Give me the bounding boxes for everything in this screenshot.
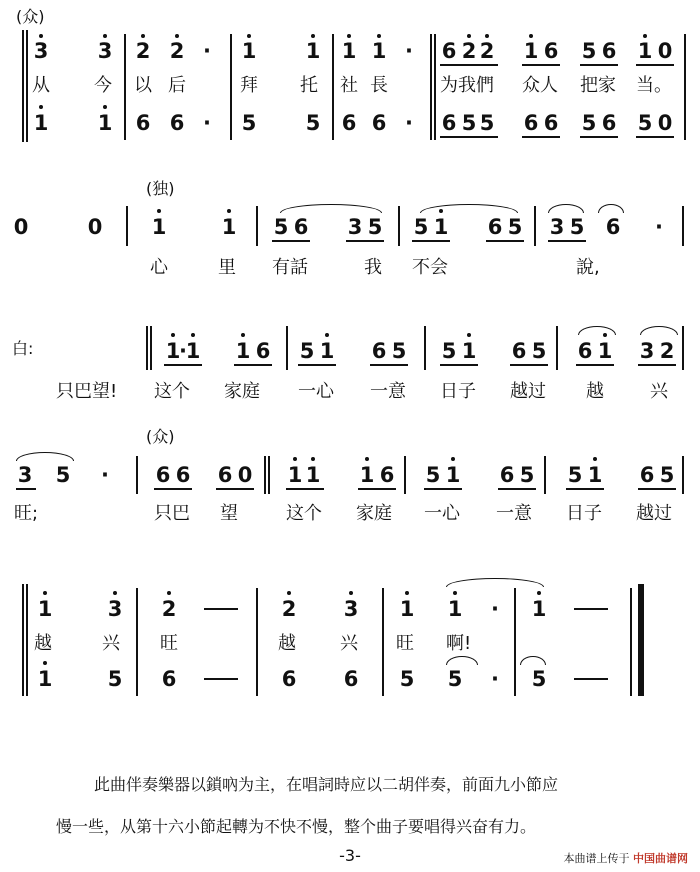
- note: 6: [175, 463, 191, 487]
- note: 6: [441, 39, 457, 63]
- watermark-prefix: 本曲谱上传于: [563, 852, 630, 865]
- octave-dot: [467, 333, 471, 337]
- system-bar: [22, 30, 24, 142]
- barline: [256, 206, 258, 246]
- note: 2: [281, 597, 297, 621]
- note: 6: [601, 111, 617, 135]
- octave-dot: [311, 457, 315, 461]
- note: 3: [97, 39, 113, 63]
- slur: [578, 326, 616, 335]
- lyric: 旺: [160, 633, 178, 654]
- octave-dot: [453, 591, 457, 595]
- note: 1: [165, 339, 181, 363]
- note: 6: [601, 39, 617, 63]
- underline: [154, 488, 192, 490]
- note: 0: [657, 111, 673, 135]
- note: 1: [37, 597, 53, 621]
- note: 6: [371, 111, 387, 135]
- note: 6: [217, 463, 233, 487]
- lyric: 家庭: [356, 503, 392, 524]
- lyric: 長: [370, 75, 388, 96]
- note: 6: [255, 339, 271, 363]
- note: 1: [235, 339, 251, 363]
- extension-dash: [204, 608, 238, 610]
- note: 1: [37, 667, 53, 691]
- slur: [420, 204, 518, 213]
- octave-dot: [325, 333, 329, 337]
- footnote-line-2: 慢一些，从第十六小節起轉为不快不慢，整个曲子要唱得兴奋有力。: [56, 817, 537, 836]
- lyric: 只巴: [154, 503, 190, 524]
- slur: [520, 656, 546, 665]
- note: 5: [107, 667, 123, 691]
- note: 5: [461, 111, 477, 135]
- note: 1: [341, 39, 357, 63]
- underline: [638, 364, 676, 366]
- octave-dot: [241, 333, 245, 337]
- barline: [230, 34, 232, 140]
- underline: [580, 136, 618, 138]
- octave-dot: [175, 34, 179, 38]
- spoken-label: 白:: [12, 339, 34, 358]
- underline: [16, 488, 36, 490]
- underline: [164, 364, 202, 366]
- barline: [264, 456, 266, 494]
- lyric: 今: [94, 75, 112, 96]
- lyric: 拜: [240, 75, 258, 96]
- underline: [636, 136, 674, 138]
- note: 6: [371, 339, 387, 363]
- lyric: 越过: [510, 381, 546, 402]
- barline: [682, 326, 684, 370]
- octave-dot: [405, 591, 409, 595]
- note: 5: [299, 339, 315, 363]
- barline: [382, 588, 384, 696]
- note: 1: [97, 111, 113, 135]
- lyric: 有話: [272, 257, 308, 278]
- octave-dot: [191, 333, 195, 337]
- note: 1: [241, 39, 257, 63]
- lyric: 把家: [580, 75, 616, 96]
- slur: [640, 326, 678, 335]
- note: 5: [569, 215, 585, 239]
- note: 1: [305, 39, 321, 63]
- note: 5: [531, 667, 547, 691]
- octave-dot: [167, 591, 171, 595]
- underline: [298, 364, 336, 366]
- barline: [398, 206, 400, 246]
- lyric: 日子: [566, 503, 602, 524]
- solo-label: (独): [146, 179, 175, 198]
- lyric: 这个: [286, 503, 322, 524]
- slur: [446, 656, 478, 665]
- note: 1: [637, 39, 653, 63]
- watermark: [564, 850, 689, 866]
- note: 6: [487, 215, 503, 239]
- underline: [440, 64, 498, 66]
- underline: [358, 488, 396, 490]
- note: 3: [343, 597, 359, 621]
- barline: [404, 456, 406, 494]
- lyric: 越: [34, 633, 52, 654]
- augmentation-dot: ·: [203, 39, 211, 63]
- note: 1: [445, 463, 461, 487]
- note: 5: [479, 111, 495, 135]
- barline: [146, 326, 148, 370]
- octave-dot: [247, 34, 251, 38]
- octave-dot: [103, 105, 107, 109]
- augmentation-dot: ·: [101, 463, 109, 487]
- note: 6: [511, 339, 527, 363]
- barline: [630, 588, 632, 696]
- barline: [430, 34, 432, 140]
- note: 1: [371, 39, 387, 63]
- underline: [346, 240, 384, 242]
- watermark-site: 中国曲谱网: [633, 852, 688, 865]
- note: 2: [479, 39, 495, 63]
- note: 5: [367, 215, 383, 239]
- note: 1: [433, 215, 449, 239]
- note: 6: [605, 215, 621, 239]
- barline: [682, 206, 684, 246]
- barline: [256, 588, 258, 696]
- lyric: 社: [340, 75, 358, 96]
- note: 2: [169, 39, 185, 63]
- octave-dot: [603, 333, 607, 337]
- note: 1: [399, 597, 415, 621]
- note: 1: [447, 597, 463, 621]
- underline: [498, 488, 536, 490]
- octave-dot: [643, 34, 647, 38]
- note: 2: [135, 39, 151, 63]
- barline: [136, 588, 138, 696]
- octave-dot: [43, 591, 47, 595]
- barline: [126, 206, 128, 246]
- note: 5: [659, 463, 675, 487]
- underline: [636, 64, 674, 66]
- lyric: 不会: [412, 257, 448, 278]
- octave-dot: [593, 457, 597, 461]
- lyric: 望: [220, 503, 238, 524]
- slur: [598, 204, 624, 213]
- lyric: 說,: [576, 257, 600, 278]
- note: 1: [319, 339, 335, 363]
- system-bar: [22, 584, 24, 696]
- note: 1: [151, 215, 167, 239]
- barline: [286, 326, 288, 370]
- octave-dot: [227, 209, 231, 213]
- octave-dot: [377, 34, 381, 38]
- octave-dot: [467, 34, 471, 38]
- lyric: 日子: [440, 381, 476, 402]
- barline: [136, 456, 138, 494]
- lyric: 我: [364, 257, 382, 278]
- barline: [124, 34, 126, 140]
- lyric: 以: [134, 75, 152, 96]
- note: 6: [161, 667, 177, 691]
- underline: [638, 488, 676, 490]
- barline: [534, 206, 536, 246]
- barline: [332, 34, 334, 140]
- note: 5: [391, 339, 407, 363]
- note: 6: [543, 39, 559, 63]
- system-bar: [26, 30, 28, 142]
- barline: [268, 456, 270, 494]
- final-barline: [638, 584, 644, 696]
- note: 5: [581, 111, 597, 135]
- underline: [412, 240, 450, 242]
- note: 1: [587, 463, 603, 487]
- note: 5: [507, 215, 523, 239]
- lyric: 托: [300, 75, 318, 96]
- octave-dot: [311, 34, 315, 38]
- note: 5: [567, 463, 583, 487]
- slur: [16, 452, 74, 461]
- octave-dot: [365, 457, 369, 461]
- note: 1: [597, 339, 613, 363]
- augmentation-dot: ·: [179, 339, 187, 363]
- lyric: 兴: [102, 633, 120, 654]
- lyric: 一意: [496, 503, 532, 524]
- note: 6: [293, 215, 309, 239]
- barline: [682, 456, 684, 494]
- note: 6: [169, 111, 185, 135]
- note: 6: [523, 111, 539, 135]
- underline: [440, 364, 478, 366]
- octave-dot: [529, 34, 533, 38]
- note: 1: [523, 39, 539, 63]
- underline: [580, 64, 618, 66]
- lyric: 兴: [340, 633, 358, 654]
- note: 1: [305, 463, 321, 487]
- note: 6: [441, 111, 457, 135]
- lyric: 越过: [636, 503, 672, 524]
- note: 1: [287, 463, 303, 487]
- note: 1: [33, 111, 49, 135]
- extension-dash: [574, 608, 608, 610]
- lyric: 旺: [396, 633, 414, 654]
- underline: [522, 64, 560, 66]
- underline: [440, 136, 498, 138]
- octave-dot: [451, 457, 455, 461]
- octave-dot: [43, 661, 47, 665]
- underline: [486, 240, 524, 242]
- note: 3: [17, 463, 33, 487]
- lyric: 家庭: [224, 381, 260, 402]
- page-number: -3-: [339, 846, 361, 865]
- note: 6: [543, 111, 559, 135]
- slur: [280, 204, 382, 213]
- barline: [684, 34, 686, 140]
- note: 1: [531, 597, 547, 621]
- octave-dot: [485, 34, 489, 38]
- note: 5: [425, 463, 441, 487]
- note: 5: [447, 667, 463, 691]
- note: 6: [341, 111, 357, 135]
- lyric: 兴: [650, 381, 668, 402]
- octave-dot: [113, 591, 117, 595]
- note: 3: [33, 39, 49, 63]
- note: 1: [221, 215, 237, 239]
- underline: [510, 364, 548, 366]
- lyric: 当。: [636, 75, 672, 96]
- underline: [234, 364, 272, 366]
- footnote-line-1: 此曲伴奏樂器以鎖吶为主，在唱詞時应以二胡伴奏，前面九小節应: [94, 775, 559, 794]
- note: 5: [241, 111, 257, 135]
- note: 5: [519, 463, 535, 487]
- note: 2: [659, 339, 675, 363]
- lyric: 越: [278, 633, 296, 654]
- underline: [548, 240, 586, 242]
- lyric: 啊!: [446, 633, 472, 654]
- lyric: 越: [586, 381, 604, 402]
- augmentation-dot: ·: [491, 667, 499, 691]
- extension-dash: [574, 678, 608, 680]
- note: 5: [305, 111, 321, 135]
- note: 5: [273, 215, 289, 239]
- lyric: 一意: [370, 381, 406, 402]
- octave-dot: [141, 34, 145, 38]
- note: 6: [379, 463, 395, 487]
- note: 5: [399, 667, 415, 691]
- note: 3: [639, 339, 655, 363]
- chorus-label: (众): [146, 427, 175, 446]
- note: 0: [13, 215, 29, 239]
- lyric: 从: [32, 75, 50, 96]
- lyric: 一心: [424, 503, 460, 524]
- slur: [548, 204, 584, 213]
- note: 6: [499, 463, 515, 487]
- note: 5: [637, 111, 653, 135]
- lyric: 心: [150, 257, 168, 278]
- note: 6: [639, 463, 655, 487]
- note: 3: [347, 215, 363, 239]
- note: 6: [577, 339, 593, 363]
- underline: [576, 364, 614, 366]
- note: 3: [549, 215, 565, 239]
- octave-dot: [157, 209, 161, 213]
- note: 0: [657, 39, 673, 63]
- barline: [150, 326, 152, 370]
- octave-dot: [439, 209, 443, 213]
- note: 3: [107, 597, 123, 621]
- underline: [216, 488, 254, 490]
- octave-dot: [171, 333, 175, 337]
- underline: [566, 488, 604, 490]
- note: 6: [281, 667, 297, 691]
- octave-dot: [103, 34, 107, 38]
- lyric: 众人: [522, 75, 558, 96]
- barline: [544, 456, 546, 494]
- lyric: 旺;: [14, 503, 39, 524]
- lyric: 为我們: [440, 75, 494, 96]
- note: 5: [55, 463, 71, 487]
- underline: [522, 136, 560, 138]
- underline: [370, 364, 408, 366]
- octave-dot: [537, 591, 541, 595]
- lyric: 只巴望!: [56, 381, 118, 402]
- underline: [272, 240, 310, 242]
- barline: [434, 34, 436, 140]
- note: 1: [359, 463, 375, 487]
- extension-dash: [204, 678, 238, 680]
- note: 5: [413, 215, 429, 239]
- octave-dot: [287, 591, 291, 595]
- augmentation-dot: ·: [491, 597, 499, 621]
- augmentation-dot: ·: [405, 111, 413, 135]
- octave-dot: [293, 457, 297, 461]
- lyric: 一心: [298, 381, 334, 402]
- augmentation-dot: ·: [405, 39, 413, 63]
- note: 6: [343, 667, 359, 691]
- octave-dot: [39, 105, 43, 109]
- note: 5: [581, 39, 597, 63]
- underline: [286, 488, 324, 490]
- note: 6: [155, 463, 171, 487]
- octave-dot: [39, 34, 43, 38]
- slur: [446, 578, 544, 587]
- lyric: 后: [168, 75, 186, 96]
- note: 1: [461, 339, 477, 363]
- note: 1: [185, 339, 201, 363]
- note: 6: [135, 111, 151, 135]
- note: 5: [441, 339, 457, 363]
- system-bar: [26, 584, 28, 696]
- chorus-label: (众): [16, 7, 45, 26]
- note: 5: [531, 339, 547, 363]
- octave-dot: [349, 591, 353, 595]
- augmentation-dot: ·: [203, 111, 211, 135]
- lyric: 里: [218, 257, 236, 278]
- note: 2: [461, 39, 477, 63]
- augmentation-dot: ·: [655, 215, 663, 239]
- barline: [556, 326, 558, 370]
- barline: [424, 326, 426, 370]
- note: 0: [237, 463, 253, 487]
- octave-dot: [347, 34, 351, 38]
- note: 2: [161, 597, 177, 621]
- barline: [514, 588, 516, 696]
- note: 0: [87, 215, 103, 239]
- underline: [424, 488, 462, 490]
- lyric: 这个: [154, 381, 190, 402]
